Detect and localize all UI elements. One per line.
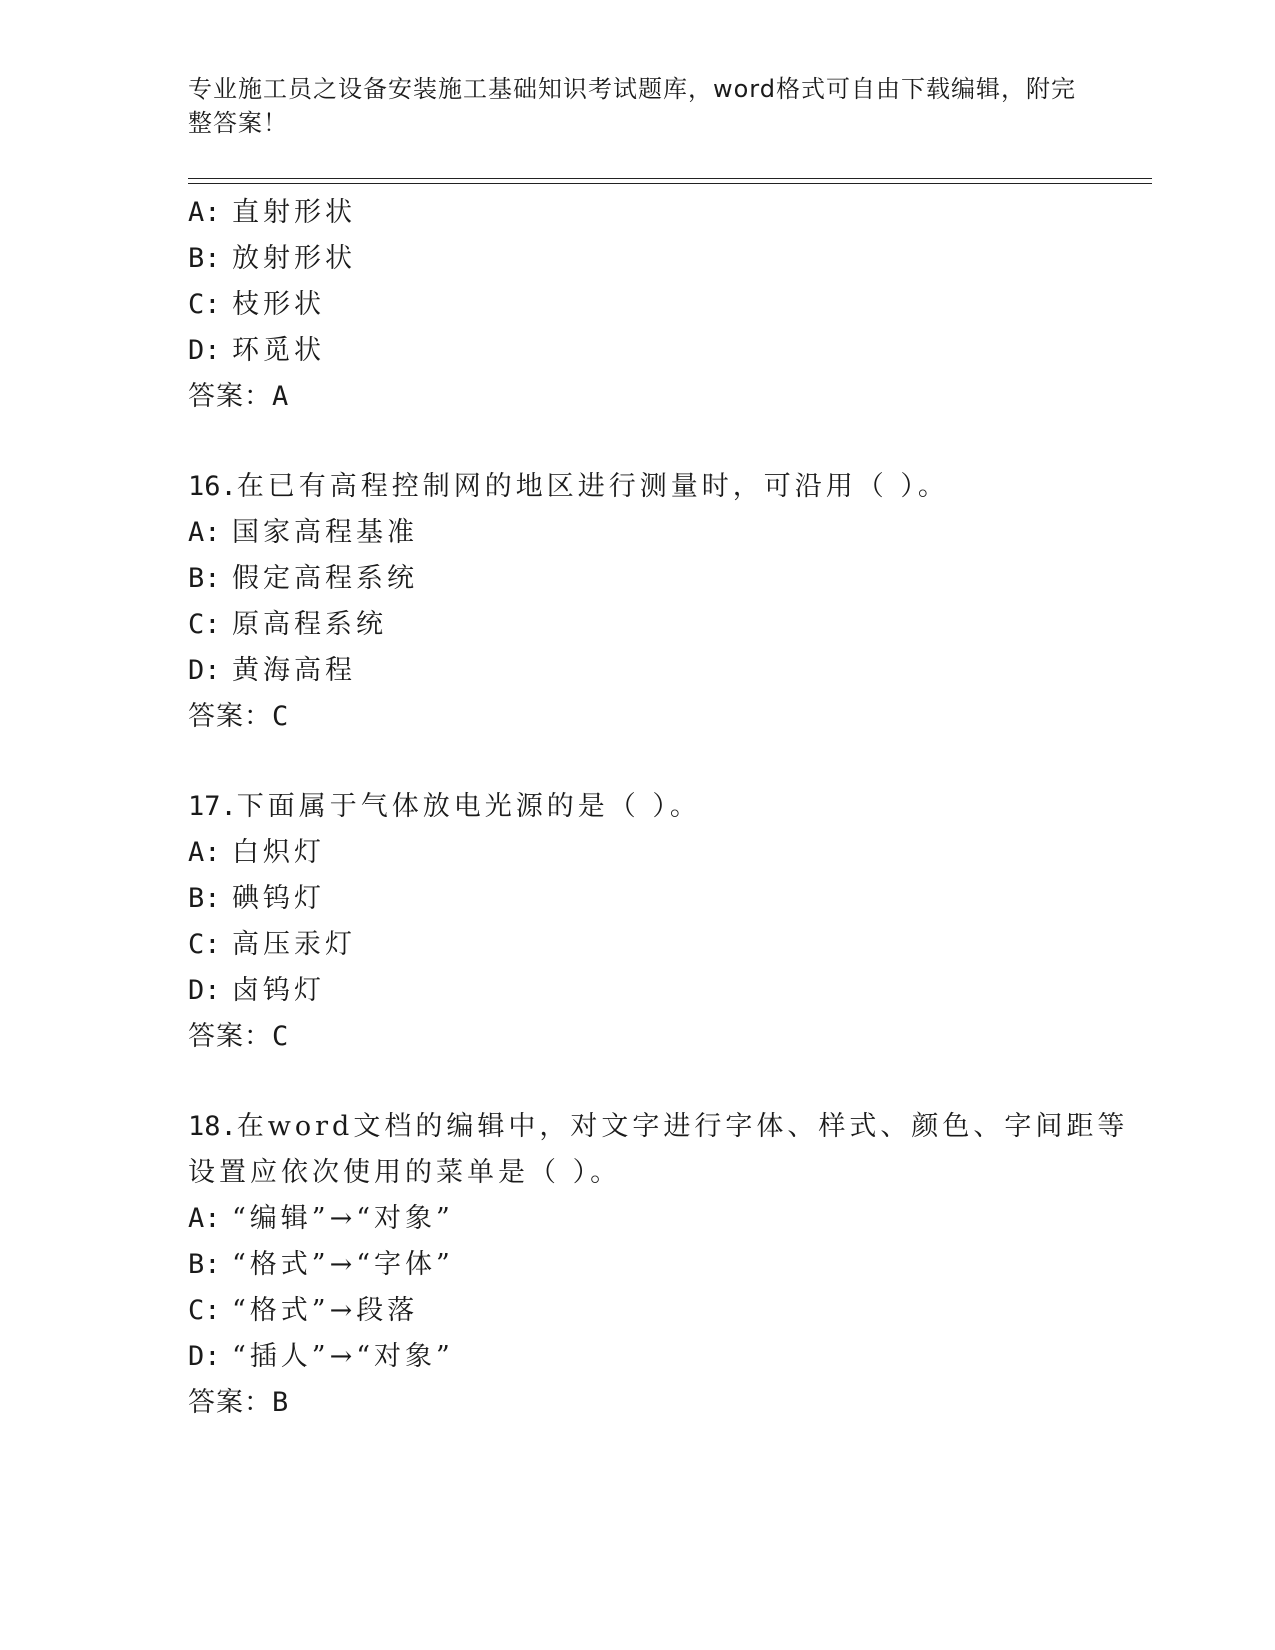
option-text: 放射形状 — [232, 243, 356, 274]
document-header — [188, 72, 1088, 140]
answer-label: 答案： — [188, 381, 272, 412]
question-number: 17. — [188, 791, 237, 822]
option-text: 枝形状 — [232, 289, 325, 320]
option-label: A: — [188, 837, 221, 868]
question-block-17 — [188, 784, 1148, 1060]
option-text: 环觅状 — [232, 335, 325, 366]
option-label: B: — [188, 1249, 221, 1280]
option-d — [188, 968, 1148, 1014]
question-text: 在word文档的编辑中，对文字进行字体、样式、颜色、字间距等 — [236, 1111, 1129, 1142]
option-a — [188, 510, 1148, 556]
option-label: D: — [188, 655, 221, 686]
option-c — [188, 1288, 1148, 1334]
answer-label: 答案： — [188, 1021, 272, 1052]
header-title-line-2: 整答案！ — [188, 109, 288, 137]
header-divider-bottom — [188, 183, 1152, 184]
option-label: D: — [188, 1341, 221, 1372]
option-d — [188, 648, 1148, 694]
option-b — [188, 556, 1148, 602]
question-text: 下面属于气体放电光源的是（ ）。 — [236, 791, 701, 822]
answer-label: 答案： — [188, 701, 272, 732]
option-a — [188, 830, 1148, 876]
option-text: 直射形状 — [232, 197, 356, 228]
option-label: A: — [188, 517, 221, 548]
question-stem — [188, 1104, 1148, 1150]
option-c — [188, 602, 1148, 648]
answer-line — [188, 1380, 1148, 1426]
question-stem-continued: 设置应依次使用的菜单是（ ）。 — [188, 1157, 622, 1188]
option-b — [188, 236, 1148, 282]
option-text: 国家高程基准 — [232, 517, 418, 548]
answer-value: C — [272, 701, 290, 732]
option-c — [188, 282, 1148, 328]
option-label: D: — [188, 975, 221, 1006]
question-number: 16. — [188, 471, 237, 502]
question-block-16 — [188, 464, 1148, 740]
option-text: “格式”→“字体” — [232, 1249, 454, 1280]
option-label: C: — [188, 609, 221, 640]
option-text: 高压汞灯 — [232, 929, 356, 960]
question-stem — [188, 784, 1148, 830]
question-stem — [188, 464, 1148, 510]
option-text: “格式”→段落 — [232, 1295, 419, 1326]
option-c — [188, 922, 1148, 968]
option-label: C: — [188, 929, 221, 960]
option-d — [188, 328, 1148, 374]
question-block-partial — [188, 190, 1148, 420]
option-text: “插人”→“对象” — [232, 1341, 454, 1372]
option-label: A: — [188, 197, 221, 228]
option-a — [188, 190, 1148, 236]
option-label: A: — [188, 1203, 221, 1234]
question-block-18 — [188, 1104, 1148, 1426]
option-d — [188, 1334, 1148, 1380]
option-text: 碘钨灯 — [232, 883, 325, 914]
answer-line — [188, 694, 1148, 740]
option-b — [188, 1242, 1148, 1288]
answer-label: 答案： — [188, 1387, 272, 1418]
option-label: B: — [188, 563, 221, 594]
option-label: B: — [188, 883, 221, 914]
option-a — [188, 1196, 1148, 1242]
option-text: 假定高程系统 — [232, 563, 418, 594]
question-list — [188, 190, 1148, 1426]
answer-value: A — [272, 381, 290, 412]
option-label: C: — [188, 289, 221, 320]
option-text: 黄海高程 — [232, 655, 356, 686]
option-label: C: — [188, 1295, 221, 1326]
answer-line — [188, 374, 1148, 420]
question-number: 18. — [188, 1111, 237, 1142]
header-divider-top — [188, 178, 1152, 179]
answer-line — [188, 1014, 1148, 1060]
option-text: 卤钨灯 — [232, 975, 325, 1006]
question-text: 在已有高程控制网的地区进行测量时，可沿用（ ）。 — [236, 471, 949, 502]
option-b — [188, 876, 1148, 922]
answer-value: C — [272, 1021, 290, 1052]
option-label: B: — [188, 243, 221, 274]
option-text: 原高程系统 — [232, 609, 387, 640]
header-title-line-1: 专业施工员之设备安装施工基础知识考试题库，word格式可自由下载编辑，附完 — [188, 75, 1076, 103]
option-text: “编辑”→“对象” — [232, 1203, 454, 1234]
option-label: D: — [188, 335, 221, 366]
option-text: 白炽灯 — [232, 837, 325, 868]
answer-value: B — [272, 1387, 290, 1418]
